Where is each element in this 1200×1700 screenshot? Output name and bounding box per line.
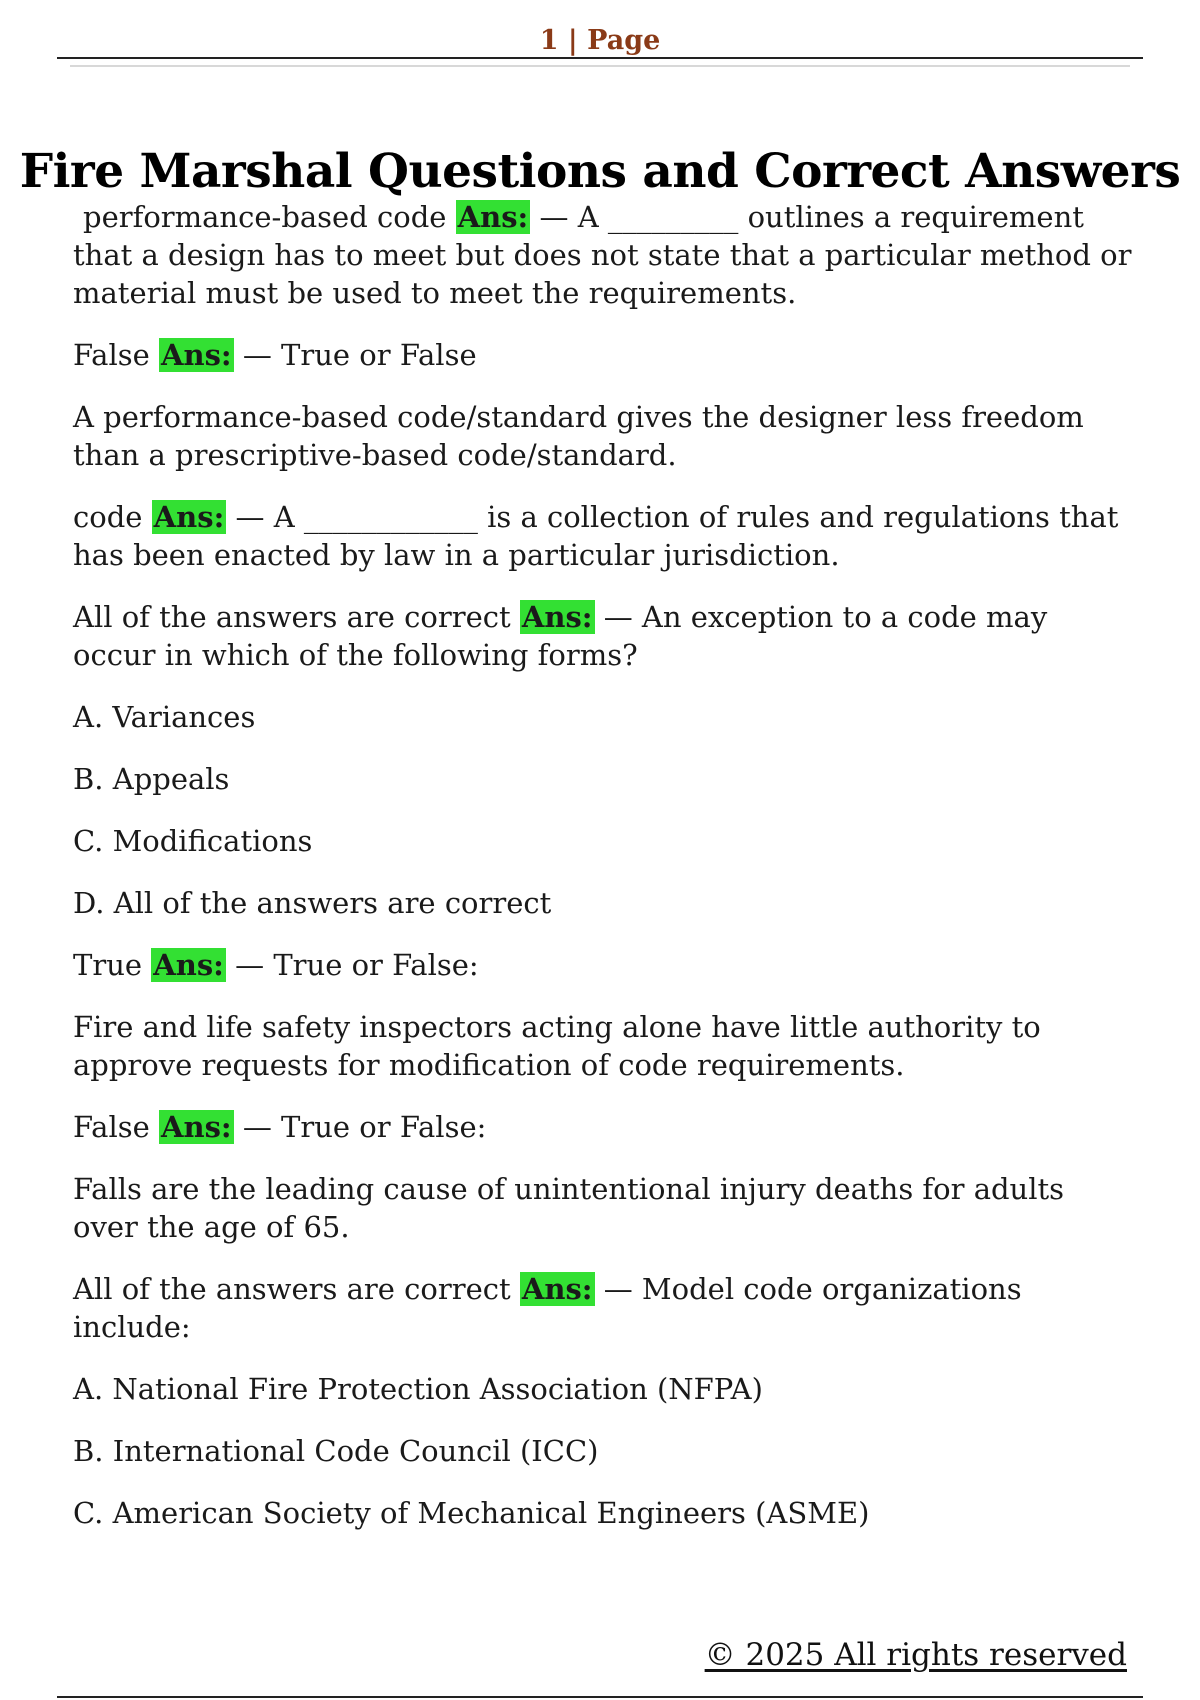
ans-label: Ans: [153, 500, 225, 534]
question-text: — True or False: [233, 1110, 487, 1144]
ans-label: Ans: [160, 1110, 232, 1144]
qa-item [73, 598, 1133, 674]
copyright-footer: © 2025 All rights reserved [704, 1637, 1127, 1673]
option-item: C. American Society of Mechanical Engineers (ASME) [73, 1496, 870, 1530]
question-text: — A ____________ is a collection of rules and regulations that has been enacted by law in a particular jurisdiction. [73, 500, 1119, 572]
document-title: Fire Marshal Questions and Correct Answers [19, 144, 1181, 200]
answer-text: code [73, 500, 143, 534]
answer-text: All of the answers are correct [73, 1272, 511, 1306]
option-item: A. Variances [73, 700, 256, 734]
header-rule [57, 57, 1143, 59]
ans-label: Ans: [521, 600, 593, 634]
option-item: B. International Code Council (ICC) [73, 1434, 599, 1468]
header-divider [70, 65, 1130, 67]
option-item: A. National Fire Protection Association (NFPA) [73, 1372, 763, 1406]
question-text: — True or False [233, 338, 477, 372]
question-continuation: A performance-based code/standard gives the designer less freedom than a prescriptive-based code/standard. [73, 400, 1084, 472]
option-item: D. All of the answers are correct [73, 886, 552, 920]
ans-label: Ans: [457, 200, 529, 234]
question-continuation: Falls are the leading cause of unintentional injury deaths for adults over the age of 65. [73, 1172, 1065, 1244]
option-item: B. Appeals [73, 762, 230, 796]
question-text: — Model code organizations include: [73, 1272, 1022, 1344]
ans-label: Ans: [521, 1272, 593, 1306]
qa-item [73, 1270, 1133, 1346]
qa-item [73, 498, 1133, 574]
qa-item [73, 1108, 1133, 1146]
qa-item [73, 336, 1133, 374]
qa-content [73, 198, 1133, 1556]
qa-item [73, 946, 1133, 984]
answer-text: True [73, 948, 143, 982]
answer-text: False [73, 338, 150, 372]
ans-label: Ans: [153, 948, 224, 982]
qa-item [73, 198, 1133, 312]
option-item: C. Modifications [73, 824, 313, 858]
page-number: 1 | Page [539, 25, 661, 56]
question-text: — A _________ outlines a requirement that a design has to meet but does not state that a particular method or material must be used to meet the requirements. [73, 200, 1132, 310]
answer-text: performance-based code [83, 200, 447, 234]
answer-text: All of the answers are correct [73, 600, 511, 634]
ans-label: Ans: [160, 338, 232, 372]
answer-text: False [73, 1110, 150, 1144]
question-text: — True or False: [225, 948, 479, 982]
question-continuation: Fire and life safety inspectors acting alone have little authority to approve requests for modification of code requirements. [73, 1010, 1041, 1082]
question-text: — An exception to a code may occur in which of the following forms? [73, 600, 1048, 672]
footer-rule [57, 1696, 1143, 1698]
